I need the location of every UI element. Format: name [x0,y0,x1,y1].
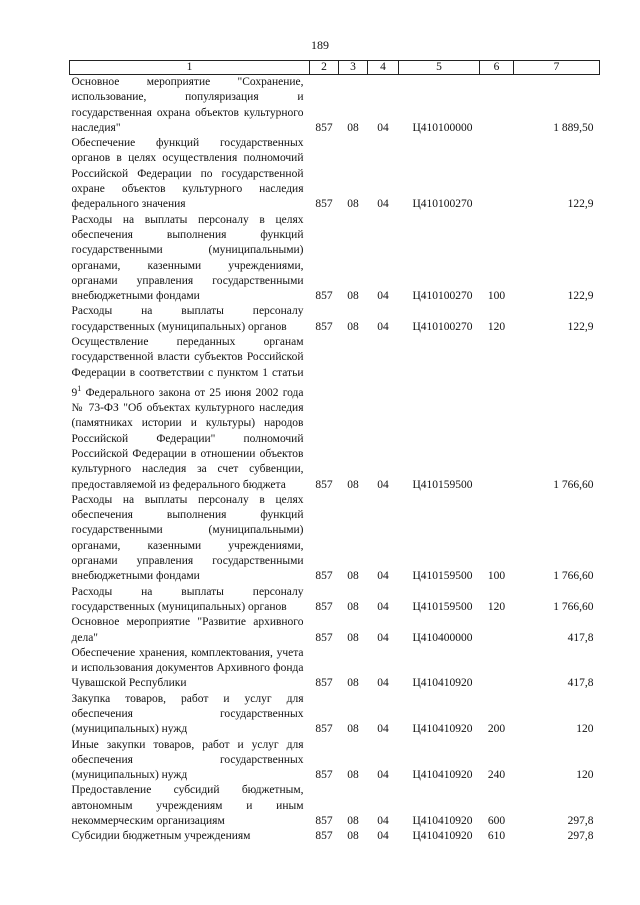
budget-table [69,60,600,845]
target-article-cell: Ц410100270 [412,290,473,303]
row-name-cell [70,615,310,646]
subsection-code-cell: 04 [377,830,389,843]
ministry-code-cell: 857 [315,290,333,303]
row-name: Основное мероприятие "Сохранение, использование, популяризация и государственная охрана объектов культурного наследия" [71,76,304,134]
section-code-cell: 08 [347,830,359,843]
row-name-part: Федерального закона от 25 июня 2002 года № 73-ФЗ "Об объектах культурного наследия (памятниках истории и культуры) народов Российской Федерации" полномочий Российской Федерации в отношении объектов культурного наследия за счет субвенции, предоставляемой из федерального бюджета [71,386,304,491]
expense-type-cell [480,615,514,646]
expense-type-cell: 610 [487,830,506,843]
row-name-cell [70,692,310,738]
table-row [70,75,600,137]
row-name: Расходы на выплаты персоналу в целях обеспечения выполнения функций государственными (муниципальными) органами, казенными учреждениями, органами управления государственными внебюджетными фондами [71,493,304,583]
ministry-code-cell: 857 [315,478,333,491]
row-name: Субсидии бюджетным учреждениям [71,830,251,843]
subsection-code-cell: 04 [377,815,389,828]
amount-cell: 1 889,50 [553,121,594,134]
target-article-cell: Ц410410920 [412,677,473,690]
expense-type-cell: 120 [487,320,506,333]
subsection-code-cell: 04 [377,769,389,782]
ministry-code-cell: 857 [315,677,333,690]
row-name-cell [70,585,310,616]
target-article-cell: Ц410159500 [412,570,473,583]
amount-cell: 1 766,60 [553,478,594,491]
subsection-code-cell: 04 [377,570,389,583]
table-row [70,738,600,784]
section-code-cell: 08 [347,677,359,690]
expense-type-cell: 600 [487,815,506,828]
page-number: 189 [311,38,329,52]
amount-cell: 1 766,60 [553,600,594,613]
expense-type-cell [480,335,514,493]
table-row [70,304,600,335]
section-code-cell: 08 [347,320,359,333]
table-body [70,75,600,845]
target-article-cell: Ц410410920 [412,723,473,736]
expense-type-cell [480,646,514,692]
subsection-code-cell: 04 [377,290,389,303]
target-article-cell: Ц410410920 [412,815,473,828]
column-header: 3 [339,61,368,75]
ministry-code-cell: 857 [315,769,333,782]
subsection-code-cell: 04 [377,631,389,644]
ministry-code-cell: 857 [315,600,333,613]
target-article-cell: Ц410100270 [412,320,473,333]
target-article-cell: Ц410400000 [412,631,473,644]
column-header: 2 [310,61,339,75]
ministry-code-cell: 857 [315,723,333,736]
section-code-cell: 08 [347,478,359,491]
expense-type-cell: 100 [487,290,506,303]
amount-cell: 120 [576,769,594,782]
row-name: Основное мероприятие "Развитие архивного дела" [71,616,304,644]
row-name-cell [70,646,310,692]
footnote-superscript: 1 [77,383,82,393]
amount-cell: 417,8 [567,631,594,644]
ministry-code-cell: 857 [315,320,333,333]
row-name-cell [70,304,310,335]
subsection-code-cell: 04 [377,478,389,491]
column-header: 1 [70,61,310,75]
row-name: Иные закупки товаров, работ и услуг для обеспечения государственных (муниципальных) нужд [71,738,304,782]
ministry-code-cell: 857 [315,570,333,583]
subsection-code-cell: 04 [377,121,389,134]
row-name-cell [70,335,310,493]
amount-cell: 297,8 [567,815,594,828]
ministry-code-cell: 857 [315,830,333,843]
table-row [70,136,600,212]
table-row [70,335,600,493]
amount-cell: 1 766,60 [553,570,594,583]
subsection-code-cell: 04 [377,320,389,333]
column-header: 6 [480,61,514,75]
table-row [70,493,600,585]
subsection-code-cell: 04 [377,600,389,613]
table-row [70,646,600,692]
section-code-cell: 08 [347,600,359,613]
table-row [70,692,600,738]
expense-type-cell [480,75,514,137]
target-article-cell: Ц410410920 [412,830,473,843]
subsection-code-cell: 04 [377,723,389,736]
section-code-cell: 08 [347,723,359,736]
ministry-code-cell: 857 [315,815,333,828]
row-name-cell [70,493,310,585]
expense-type-cell: 100 [487,570,506,583]
target-article-cell: Ц410159500 [412,478,473,491]
row-name-cell [70,136,310,212]
expense-type-cell: 200 [487,723,506,736]
target-article-cell: Ц410100000 [412,121,473,134]
expense-type-cell: 120 [487,600,506,613]
subsection-code-cell: 04 [377,198,389,211]
row-name-cell [70,783,310,829]
table-row [70,615,600,646]
row-name: Расходы на выплаты персоналу государственных (муниципальных) органов [71,305,304,333]
row-name: Предоставление субсидий бюджетным, автономным учреждениям и иным некоммерческим организациям [71,784,304,828]
ministry-code-cell: 857 [315,121,333,134]
expense-type-cell: 240 [487,769,506,782]
table-row [70,585,600,616]
target-article-cell: Ц410100270 [412,198,473,211]
row-name: Обеспечение хранения, комплектования, учета и использования документов Архивного фонда Чувашской Республики [71,646,304,690]
row-name-cell [70,738,310,784]
ministry-code-cell: 857 [315,631,333,644]
subsection-code-cell: 04 [377,677,389,690]
column-header: 5 [399,61,480,75]
section-code-cell: 08 [347,769,359,782]
row-name: Закупка товаров, работ и услуг для обеспечения государственных (муниципальных) нужд [71,692,304,736]
table-row [70,829,600,844]
amount-cell: 417,8 [567,677,594,690]
column-header: 4 [368,61,399,75]
section-code-cell: 08 [347,815,359,828]
expense-type-cell [480,136,514,212]
row-name-cell [70,213,310,305]
amount-cell: 120 [576,723,594,736]
row-name-cell [70,75,310,137]
table-row [70,213,600,305]
amount-cell: 122,9 [567,290,594,303]
target-article-cell: Ц410159500 [412,600,473,613]
row-name-part: Осуществление переданных органам государственной власти субъектов Российской Федерации в соответствии с пунктом 1 статьи 9 [71,336,304,399]
column-header: 7 [514,61,600,75]
row-name-cell [70,829,310,844]
row-name: Расходы на выплаты персоналу государственных (муниципальных) органов [71,585,304,613]
section-code-cell: 08 [347,570,359,583]
section-code-cell: 08 [347,121,359,134]
amount-cell: 297,8 [567,830,594,843]
section-code-cell: 08 [347,198,359,211]
row-name: Обеспечение функций государственных органов в целях осуществления полномочий Российской Федерации по государственной охране объектов культурного наследия федерального значения [71,137,304,211]
ministry-code-cell: 857 [315,198,333,211]
column-header-row [70,61,600,75]
target-article-cell: Ц410410920 [412,769,473,782]
amount-cell: 122,9 [567,320,594,333]
amount-cell: 122,9 [567,198,594,211]
section-code-cell: 08 [347,631,359,644]
row-name: Расходы на выплаты персоналу в целях обеспечения выполнения функций государственными (муниципальными) органами, казенными учреждениями, органами управления государственными внебюджетными фондами [71,213,304,303]
section-code-cell: 08 [347,290,359,303]
table-row [70,783,600,829]
